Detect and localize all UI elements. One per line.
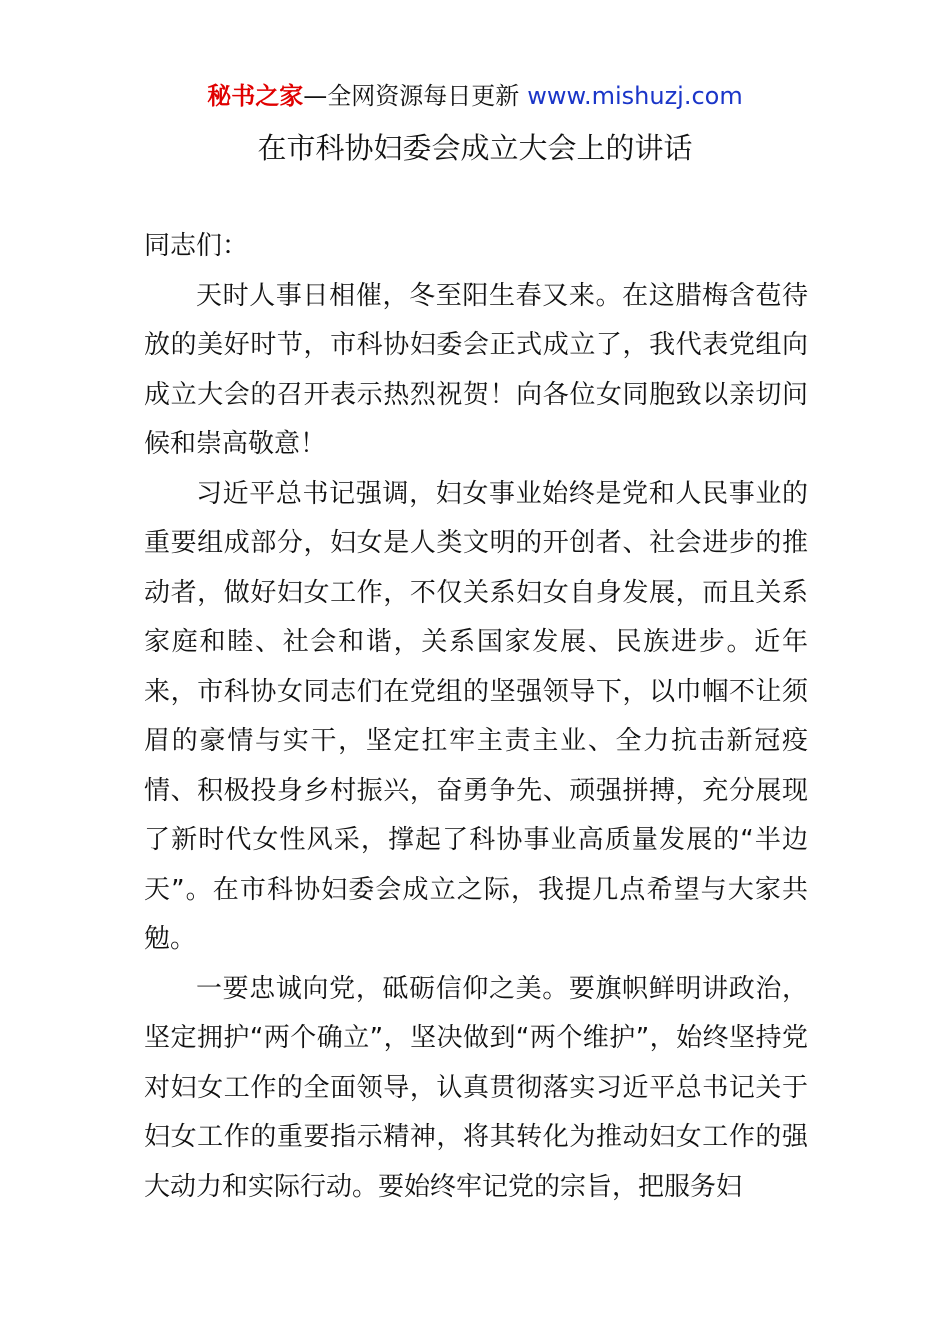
paragraph-2: 习近平总书记强调，妇女事业始终是党和人民事业的重要组成部分，妇女是人类文明的开创者、社会进步的推动者，做好妇女工作，不仅关系妇女自身发展，而且关系家庭和睦、社会和谐，关系国家发展、民族进步。近年来，市科协女同志们在党组的坚强领导下，以巾帼不让须眉的豪情与实干，坚定扛牢主责主业、全力抗击新冠疫情、积极投身乡村振兴，奋勇争先、顽强拼搏，充分展现了新时代女性风采，撑起了科协事业高质量发展的“半边天”。在市科协妇委会成立之际，我提几点希望与大家共勉。 <box>144 478 808 954</box>
greeting: 同志们： <box>144 231 249 261</box>
paragraph-3: 一要忠诚向党，砥砺信仰之美。要旗帜鲜明讲政治，坚定拥护“两个确立”，坚决做到“两个维护”，始终坚持党对妇女工作的全面领导，认真贯彻落实习近平总书记关于妇女工作的重要指示精神，将其转化为推动妇女工作的强大动力和实际行动。要始终牢记党的宗旨，把服务妇 <box>144 973 808 1202</box>
document-body <box>144 222 808 1212</box>
document-title: 在市科协妇委会成立大会上的讲话 <box>257 131 693 165</box>
site-slogan: —全网资源每日更新 <box>303 82 520 110</box>
site-url-link[interactable]: www.mishuzj.com <box>527 82 743 110</box>
paragraph-1: 天时人事日相催，冬至阳生春又来。在这腊梅含苞待放的美好时节，市科协妇委会正式成立了，我代表党组向成立大会的召开表示热烈祝贺！向各位女同胞致以亲切问候和崇高敬意！ <box>144 280 808 459</box>
site-brand: 秘书之家 <box>207 82 304 110</box>
site-header <box>0 80 950 112</box>
